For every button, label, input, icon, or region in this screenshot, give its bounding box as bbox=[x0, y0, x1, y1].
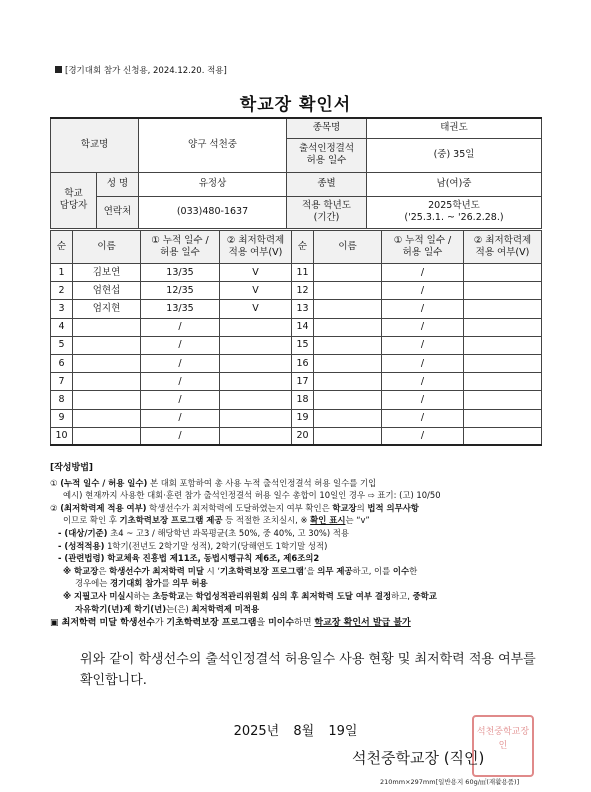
cell-days: / bbox=[382, 373, 464, 391]
cell-min bbox=[220, 391, 292, 409]
cell-no: 14 bbox=[292, 318, 314, 336]
cell-name bbox=[73, 427, 141, 445]
cell-no: 1 bbox=[51, 264, 73, 282]
cell-no: 18 bbox=[292, 391, 314, 409]
cell-min bbox=[220, 318, 292, 336]
col-no: 순 bbox=[292, 231, 314, 264]
cell-no: 8 bbox=[51, 391, 73, 409]
year-label: 적용 학년도 (기간) bbox=[287, 196, 367, 228]
cell-no: 9 bbox=[51, 409, 73, 427]
student-roster-table bbox=[50, 230, 542, 446]
instruction-line: 예시) 현재까지 사용한 대회·훈련 참가 출석인정결석 허용 일수 총합이 10일인 경우 ⇨ 표기: (고) 10/50 bbox=[63, 490, 441, 501]
cell-name bbox=[314, 282, 382, 300]
cell-name bbox=[314, 264, 382, 282]
cell-days: / bbox=[141, 318, 220, 336]
cell-name bbox=[314, 300, 382, 318]
instructions-heading: [작성방법] bbox=[50, 463, 94, 473]
cell-days: / bbox=[382, 354, 464, 372]
cell-no: 12 bbox=[292, 282, 314, 300]
table-row bbox=[51, 409, 542, 427]
instructions-section bbox=[50, 462, 545, 631]
cell-min bbox=[464, 336, 542, 354]
official-seal-stamp: 석천중학교장인 bbox=[472, 715, 534, 777]
cell-days: / bbox=[382, 409, 464, 427]
cell-no: 6 bbox=[51, 354, 73, 372]
allowed-days-value: (중) 35일 bbox=[367, 138, 542, 172]
cell-no: 20 bbox=[292, 427, 314, 445]
cell-min: V bbox=[220, 282, 292, 300]
cell-min: V bbox=[220, 300, 292, 318]
cell-no: 4 bbox=[51, 318, 73, 336]
contact-value: (033)480-1637 bbox=[139, 196, 287, 228]
cell-name bbox=[314, 427, 382, 445]
cell-name: 엄지현 bbox=[73, 300, 141, 318]
table-row bbox=[51, 300, 542, 318]
cell-days: 13/35 bbox=[141, 264, 220, 282]
gender-label: 종별 bbox=[287, 172, 367, 196]
cell-no: 5 bbox=[51, 336, 73, 354]
table-row bbox=[51, 354, 542, 372]
instruction-line: 경우에는 경기대회 참가를 의무 허용 bbox=[75, 578, 208, 589]
col-name: 이름 bbox=[314, 231, 382, 264]
cell-name bbox=[314, 354, 382, 372]
cell-no: 2 bbox=[51, 282, 73, 300]
cell-name bbox=[314, 373, 382, 391]
cell-min bbox=[220, 409, 292, 427]
instruction-line: ① (누적 일수 / 허용 일수) 본 대회 포함하여 총 사용 누적 출석인정결석 허용 일수를 기입 bbox=[50, 477, 377, 488]
col-no: 순 bbox=[51, 231, 73, 264]
instruction-line: ※ 지필고사 미실시하는 초등학교는 학업성적관리위원회 심의 후 최저학력 도달 여부 결정하고, 중학교 bbox=[63, 590, 437, 601]
header-note bbox=[55, 64, 227, 76]
cell-days: / bbox=[141, 336, 220, 354]
cell-min bbox=[464, 373, 542, 391]
sport-label: 종목명 bbox=[287, 118, 367, 138]
col-min: ② 최저학력제 적용 여부(V) bbox=[464, 231, 542, 264]
cell-days: 12/35 bbox=[141, 282, 220, 300]
sport-value: 태권도 bbox=[367, 118, 542, 138]
cell-days: / bbox=[141, 354, 220, 372]
cell-days: / bbox=[141, 373, 220, 391]
cell-days: 13/35 bbox=[141, 300, 220, 318]
page-title: 학교장 확인서 bbox=[239, 95, 352, 115]
instruction-line: 이므로 확인 후 기초학력보장 프로그램 제공 등 적절한 조치실시, ※ 확인 표시는 “v” bbox=[63, 515, 370, 526]
school-value: 양구 석천중 bbox=[139, 118, 287, 172]
cell-name bbox=[314, 318, 382, 336]
cell-name bbox=[73, 336, 141, 354]
table-row bbox=[51, 264, 542, 282]
cell-days: / bbox=[382, 300, 464, 318]
cell-no: 19 bbox=[292, 409, 314, 427]
cell-name bbox=[314, 336, 382, 354]
col-days: ① 누적 일수 / 허용 일수 bbox=[141, 231, 220, 264]
cell-name bbox=[73, 318, 141, 336]
cell-name bbox=[73, 373, 141, 391]
gender-value: 남(여)중 bbox=[367, 172, 542, 196]
cell-no: 11 bbox=[292, 264, 314, 282]
cell-min bbox=[464, 409, 542, 427]
cell-no: 17 bbox=[292, 373, 314, 391]
contact-label: 연락처 bbox=[97, 196, 139, 228]
cell-min bbox=[220, 427, 292, 445]
instruction-line: - (관련법령) 학교체육 진흥법 제11조, 동법시행규칙 제6조, 제6조의2 bbox=[58, 553, 320, 564]
instruction-line: ② (최저학력제 적용 여부) 학생선수가 최저학력에 도달하였는지 여부 확인은 학교장의 법적 의무사항 bbox=[50, 502, 419, 513]
manager-label: 학교 담당자 bbox=[51, 172, 97, 228]
cell-days: / bbox=[382, 318, 464, 336]
cell-name: 김보연 bbox=[73, 264, 141, 282]
cell-min bbox=[464, 427, 542, 445]
cell-min bbox=[464, 264, 542, 282]
square-bullet-icon bbox=[55, 66, 62, 73]
cell-no: 15 bbox=[292, 336, 314, 354]
cell-days: / bbox=[382, 391, 464, 409]
cell-days: / bbox=[382, 336, 464, 354]
cell-days: / bbox=[382, 264, 464, 282]
table-row bbox=[51, 318, 542, 336]
cell-name: 엄현섭 bbox=[73, 282, 141, 300]
instruction-line: - (성적적용) 1학기(전년도 2학기말 성적), 2학기(당해연도 1학기말 성적) bbox=[58, 540, 328, 551]
name-value: 유정상 bbox=[139, 172, 287, 196]
school-label: 학교명 bbox=[51, 118, 139, 172]
cell-days: / bbox=[141, 409, 220, 427]
cell-min bbox=[220, 373, 292, 391]
name-label: 성 명 bbox=[97, 172, 139, 196]
table-row bbox=[51, 336, 542, 354]
cell-min bbox=[220, 354, 292, 372]
cell-min bbox=[464, 391, 542, 409]
allowed-days-label: 출석인정결석 허용 일수 bbox=[287, 138, 367, 172]
col-min: ② 최저학력제 적용 여부(V) bbox=[220, 231, 292, 264]
cell-no: 10 bbox=[51, 427, 73, 445]
cell-days: / bbox=[141, 427, 220, 445]
issue-date: 2025년 8월 19일 bbox=[233, 724, 358, 739]
instruction-line: ※ 학교장은 학생선수가 최저학력 미달 시 ‘기초학력보장 프로그램’을 의무 제공하고, 이를 이수한 bbox=[63, 565, 418, 576]
cell-name bbox=[73, 354, 141, 372]
cell-days: / bbox=[382, 427, 464, 445]
paper-size-footer: 210mm×297mm[일반용지 60g/㎡(재활용품)] bbox=[380, 778, 520, 786]
cell-no: 7 bbox=[51, 373, 73, 391]
school-info-table bbox=[50, 117, 542, 229]
cell-min: V bbox=[220, 264, 292, 282]
col-name: 이름 bbox=[73, 231, 141, 264]
cell-days: / bbox=[141, 391, 220, 409]
cell-min bbox=[464, 300, 542, 318]
principal-signature: 석천중학교장 (직인) bbox=[352, 749, 485, 767]
year-value: 2025학년도 ('25.3.1. ~ '26.2.28.) bbox=[367, 196, 542, 228]
cell-min bbox=[464, 318, 542, 336]
cell-min bbox=[464, 354, 542, 372]
cell-name bbox=[314, 409, 382, 427]
cell-no: 16 bbox=[292, 354, 314, 372]
confirmation-text: 위와 같이 학생선수의 출석인정결석 허용일수 사용 현황 및 최저학력 적용 여부를 확인합니다. bbox=[80, 652, 536, 688]
cell-name bbox=[73, 391, 141, 409]
table-row bbox=[51, 391, 542, 409]
instruction-line: ▣ 최저학력 미달 학생선수가 기초학력보장 프로그램을 미이수하면 학교장 확인서 발급 불가 bbox=[50, 618, 411, 629]
header-note-text: [경기대회 참가 신청용, 2024.12.20. 적용] bbox=[65, 66, 227, 76]
cell-days: / bbox=[382, 282, 464, 300]
roster-header-row bbox=[51, 231, 542, 264]
cell-no: 13 bbox=[292, 300, 314, 318]
cell-no: 3 bbox=[51, 300, 73, 318]
instruction-line: 자유학기(년)제 학기(년)는(은) 최저학력제 미적용 bbox=[75, 603, 260, 614]
instruction-line: - (대상/기준) 초4 ~ 고3 / 해당학년 과목평균(초 50%, 중 40%, 고 30%) 적용 bbox=[58, 527, 349, 538]
cell-name bbox=[314, 391, 382, 409]
col-days: ① 누적 일수 / 허용 일수 bbox=[382, 231, 464, 264]
table-row bbox=[51, 373, 542, 391]
table-row bbox=[51, 282, 542, 300]
cell-min bbox=[220, 336, 292, 354]
cell-min bbox=[464, 282, 542, 300]
cell-name bbox=[73, 409, 141, 427]
table-row bbox=[51, 427, 542, 445]
